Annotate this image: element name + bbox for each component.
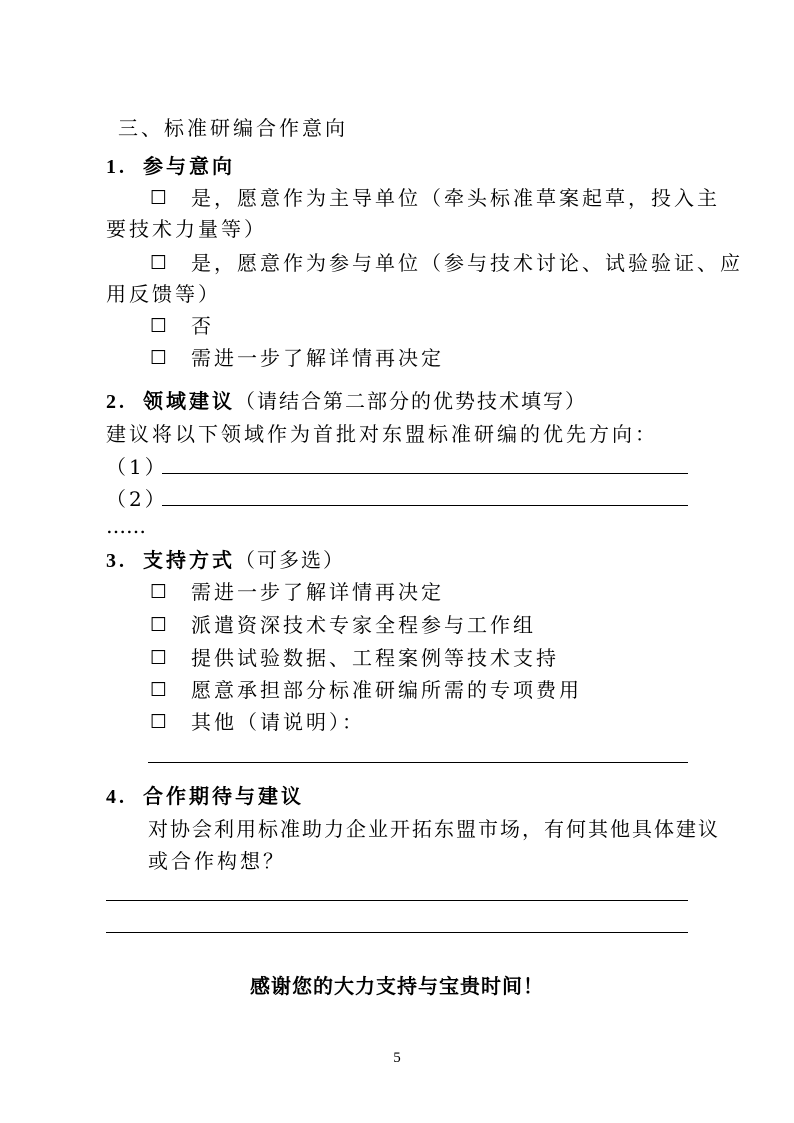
q3-option-3-label: 提供试验数据、工程案例等技术支持 xyxy=(191,646,559,670)
q4-answer-line-1 xyxy=(106,900,688,901)
q3-other-underline xyxy=(148,762,688,763)
q2-title: 领域建议 xyxy=(142,389,235,413)
q3-other-input[interactable] xyxy=(150,738,686,760)
q2-note: （请结合第二部分的优势技术填写） xyxy=(234,389,587,413)
q1-option-2-label: 是，愿意作为参与单位（参与技术讨论、试验验证、应 xyxy=(191,251,743,275)
q3-option-2-checkbox[interactable]: ☐ xyxy=(150,614,168,636)
q4-title: 合作期待与建议 xyxy=(142,784,304,808)
q1-title: 参与意向 xyxy=(142,154,235,178)
q1-option-2-checkbox[interactable]: ☐ xyxy=(150,252,168,274)
section-title: 三、标准研编合作意向 xyxy=(118,116,348,140)
q2-ellipsis: …… xyxy=(106,514,146,538)
q3-option-4-checkbox[interactable]: ☐ xyxy=(150,679,168,701)
q3-option-1-checkbox[interactable]: ☐ xyxy=(150,581,168,603)
q2-item-2-label: （2） xyxy=(106,487,168,511)
q3-title: 支持方式 xyxy=(142,548,235,572)
q4-prompt: 对协会利用标准助力企业开拓东盟市场，有何其他具体建议 xyxy=(148,817,720,841)
q3-option-5-label: 其他（请说明）： xyxy=(191,710,365,734)
q1-option-1-label-cont: 要技术力量等） xyxy=(106,217,267,241)
q1-option-3-checkbox[interactable]: ☐ xyxy=(150,315,168,337)
q2-item-2-input[interactable] xyxy=(164,485,684,507)
closing-message: 感谢您的大力支持与宝贵时间！ xyxy=(250,974,544,998)
q1-option-4-label: 需进一步了解详情再决定 xyxy=(191,346,444,370)
q4-answer-line-2 xyxy=(106,932,688,933)
q2-item-1-label: （1） xyxy=(106,455,168,479)
q3-option-3-checkbox[interactable]: ☐ xyxy=(150,647,168,669)
q3-heading xyxy=(106,546,345,575)
q2-item-1-input[interactable] xyxy=(164,453,684,475)
q2-prompt: 建议将以下领域作为首批对东盟标准研编的优先方向： xyxy=(106,422,658,446)
q4-number: 4. xyxy=(106,786,127,808)
page-number: 5 xyxy=(393,1050,401,1066)
q2-heading xyxy=(106,387,587,416)
q2-item-2-underline xyxy=(162,505,688,506)
q3-option-1-label: 需进一步了解详情再决定 xyxy=(191,580,444,604)
q3-note: （可多选） xyxy=(234,548,345,572)
q3-option-2-label: 派遣资深技术专家全程参与工作组 xyxy=(191,613,536,637)
q1-option-2-label-cont: 用反馈等） xyxy=(106,282,221,306)
q2-item-1-underline xyxy=(162,473,688,474)
q1-number: 1. xyxy=(106,156,127,178)
q1-option-1-checkbox[interactable]: ☐ xyxy=(150,187,168,209)
q3-option-4-label: 愿意承担部分标准研编所需的专项费用 xyxy=(191,678,582,702)
q4-answer-line-1-input[interactable] xyxy=(108,878,686,900)
q4-heading xyxy=(106,782,304,811)
q1-option-1-label: 是，愿意作为主导单位（牵头标准草案起草，投入主 xyxy=(191,186,720,210)
q4-prompt-cont: 或合作构想？ xyxy=(148,849,286,873)
q1-heading xyxy=(106,152,235,181)
q1-option-3-label: 否 xyxy=(191,314,214,338)
q1-option-4-checkbox[interactable]: ☐ xyxy=(150,347,168,369)
q3-option-5-checkbox[interactable]: ☐ xyxy=(150,711,168,733)
q2-number: 2. xyxy=(106,391,127,413)
q4-answer-line-2-input[interactable] xyxy=(108,910,686,932)
q3-number: 3. xyxy=(106,550,127,572)
